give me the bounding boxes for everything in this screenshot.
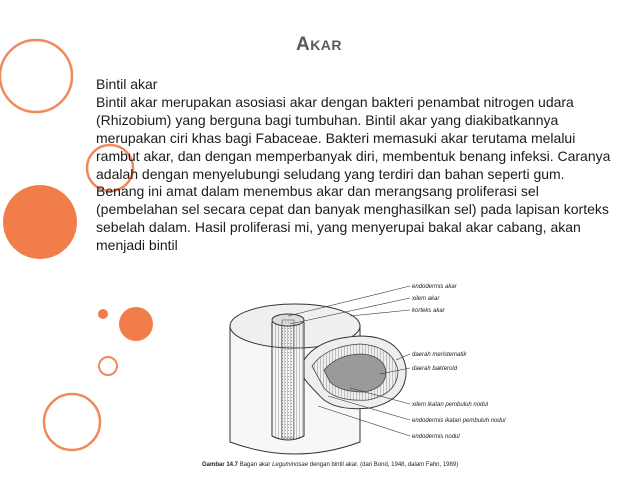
caption-italic: Leguminosae (272, 462, 309, 468)
label-xilem-ikatan: xilem ikatan pembuluh nodul (412, 402, 489, 408)
subtitle: Bintil akar (96, 76, 158, 92)
label-xilem-akar: xilem akar (412, 296, 440, 302)
label-endodermis-akar: endodermis akar (412, 284, 457, 290)
decor-circle-filled-tiny (98, 309, 108, 319)
label-daerah-meristematik: daerah meristematik (412, 352, 467, 358)
title-first-letter: A (295, 34, 311, 55)
decor-circle-filled-large (3, 185, 77, 259)
slide-title (0, 34, 638, 56)
root-nodule-figure (200, 276, 620, 476)
paragraph: Bintil akar merupakan asosiasi akar dengan bakteri penambat nitrogen udara (Rhizobium) yang berguna bagi tumbuhan. Bintil akar yang diakibatkannya merupakan ciri khas bagi Fabaceae. Bakteri memasuki akar terutama melalui rambut akar, dan dengan memperbanyak diri, membentuk benang infeksi. Caranya adalah dengan menyelubungi seludang yang terdiri dan bahan seperti gum. Benang ini amat dalam menembus akar dan merangsang proliferasi sel (pembelahan sel secara cepat dan banyak menghasilkan sel) pada lapisan korteks sebelah dalam. Hasil proliferasi mi, yang menyerupai bakal akar cabang, akan menjadi bintil (96, 93, 611, 254)
decor-circle-filled-medium (119, 307, 153, 341)
caption-text: Bagan akar (238, 462, 273, 468)
slide-body (96, 76, 616, 255)
label-endodermis-ikatan: endodermis ikatan pembuluh nodul (412, 418, 506, 424)
label-korteks-akar: korteks akar (412, 308, 445, 314)
caption-prefix: Gambar 14.7 (202, 462, 239, 468)
figure-caption (202, 462, 458, 468)
xylem-core (282, 320, 294, 438)
label-daerah-bakteroid: daerah bakteroid (412, 366, 458, 372)
decor-circle-outline-bottom (44, 394, 100, 450)
decor-circle-outline-tiny (99, 357, 117, 375)
title-rest: KAR (310, 37, 343, 53)
label-endodermis-nodul: endodermis nodul (412, 434, 460, 440)
caption-suffix: dengan bintil akar. (dari Bond, 1948, dalam Fahn, 1989) (308, 462, 459, 468)
